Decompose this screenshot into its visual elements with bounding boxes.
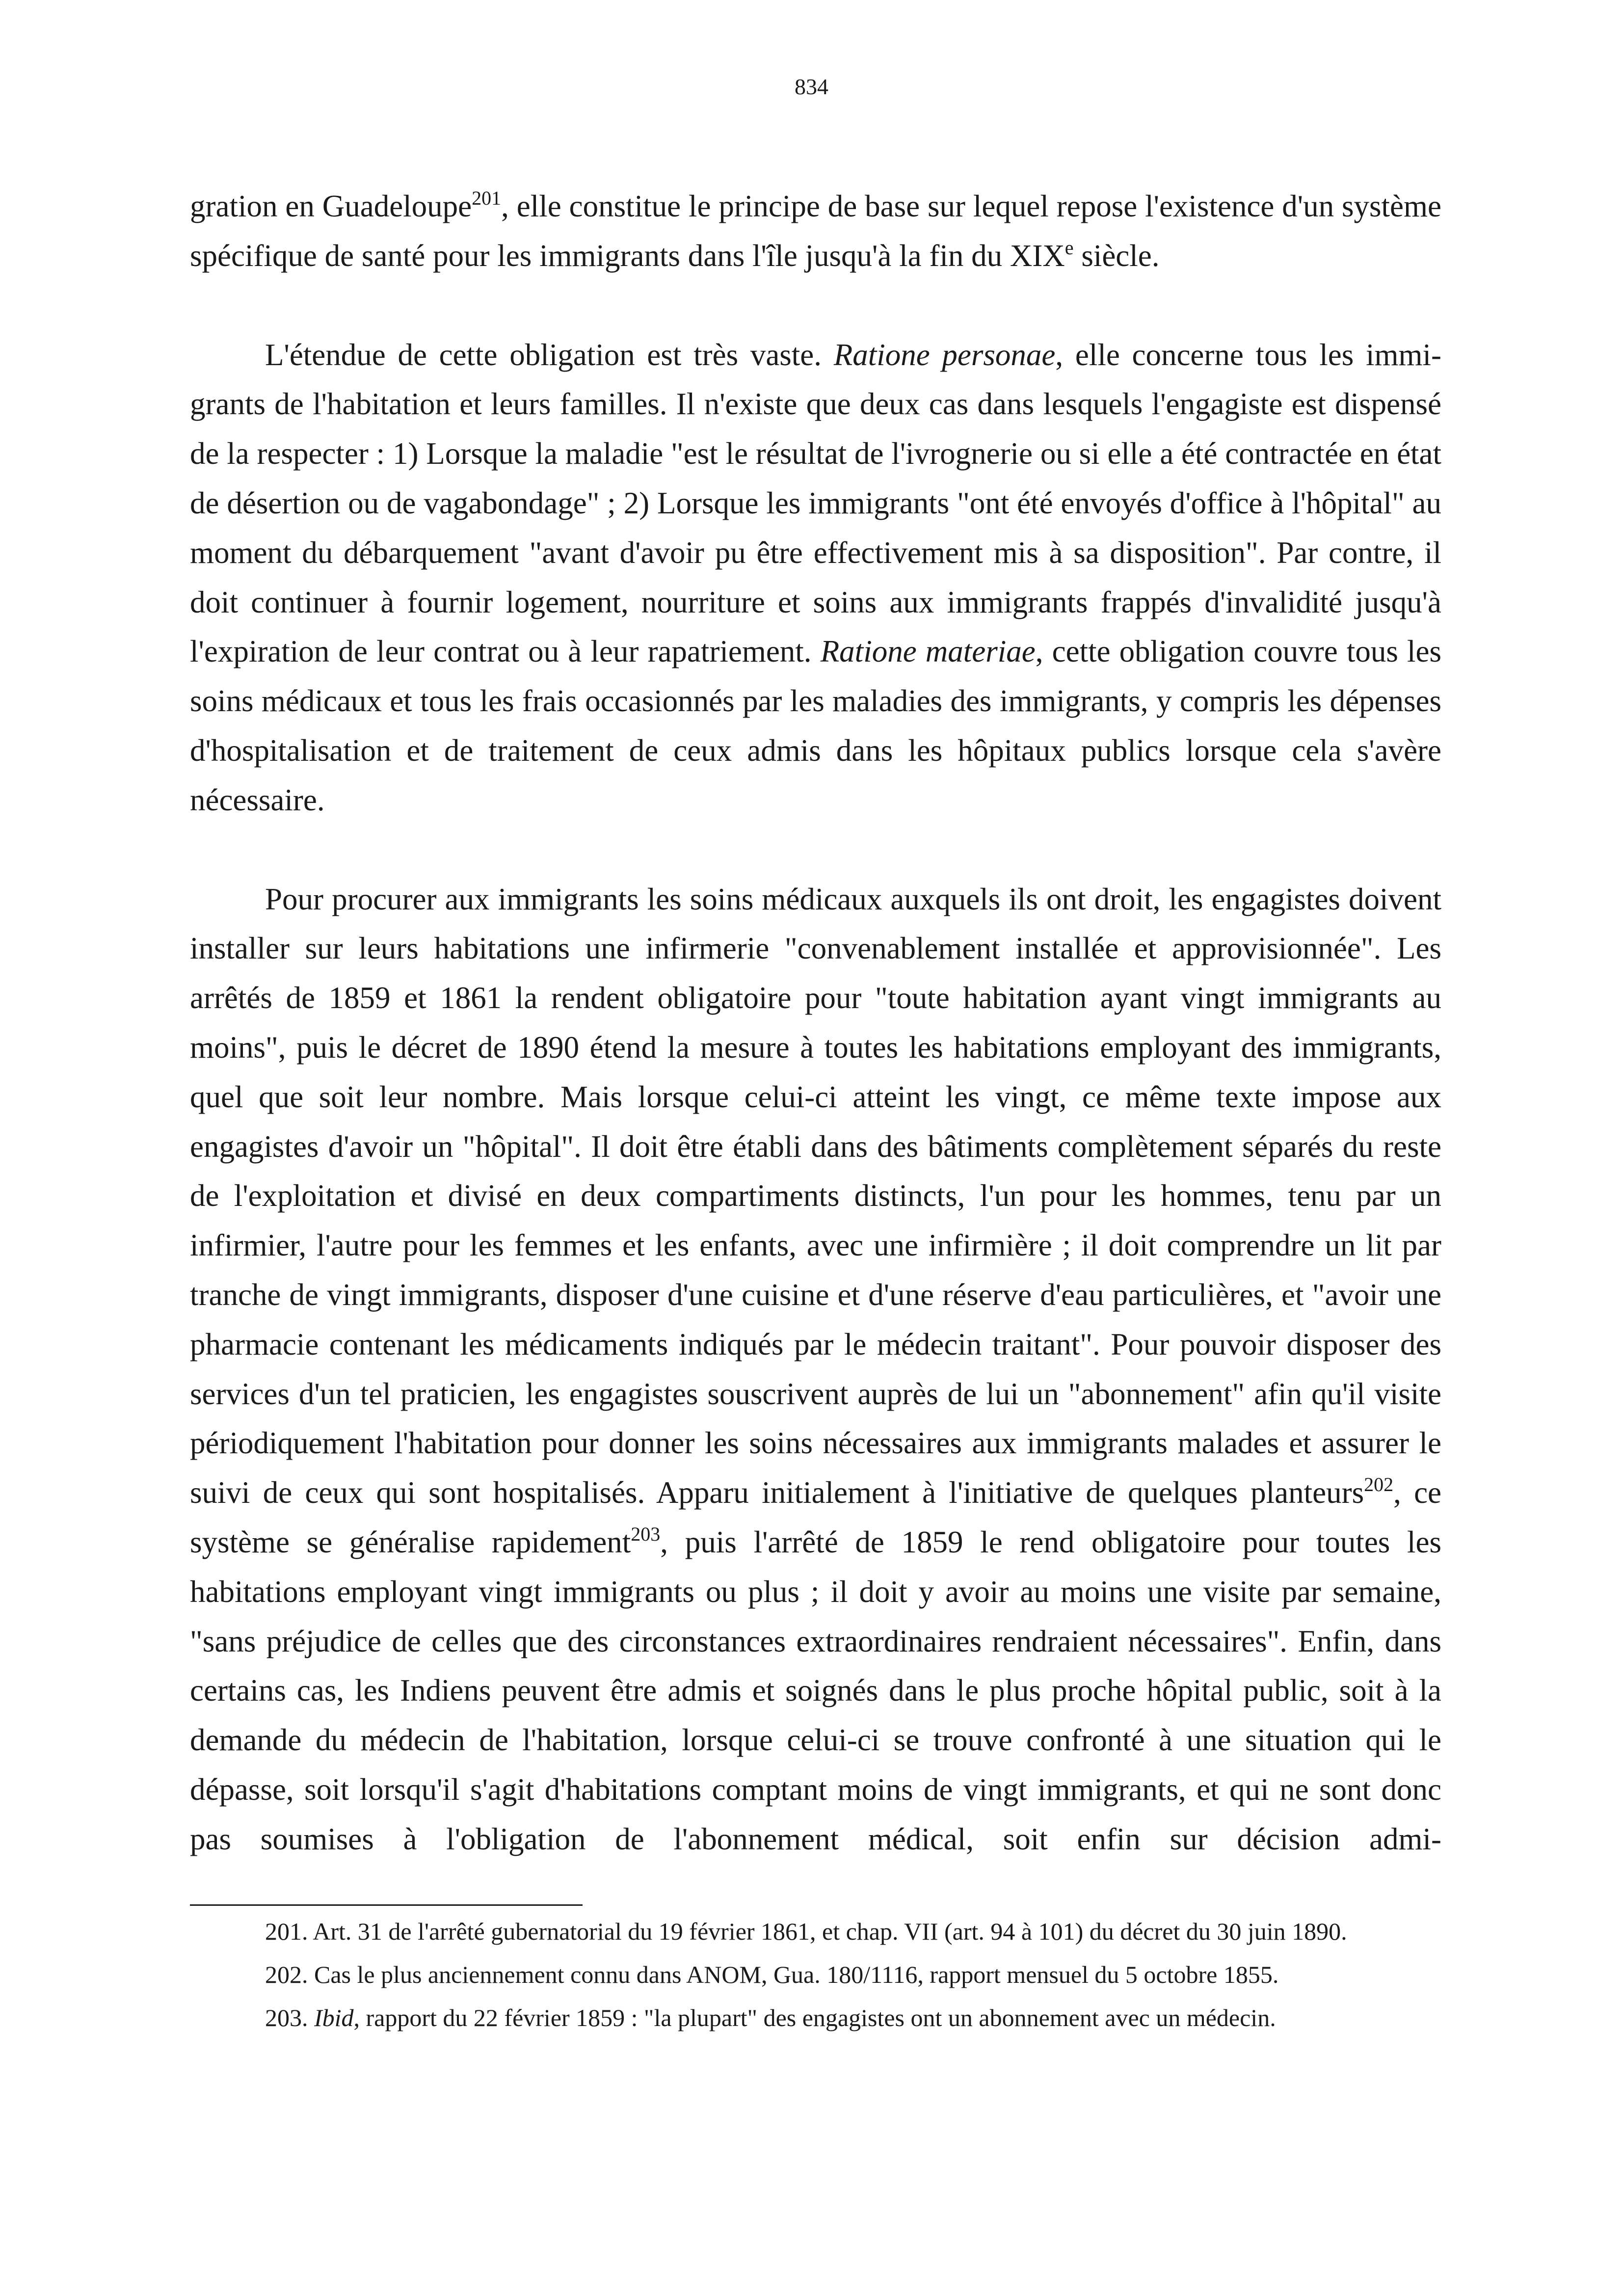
footnote-ref-202: 202 (1364, 1473, 1394, 1496)
footnote-203-number: 203. (265, 2004, 314, 2031)
paragraph-2-italic-ratione-personae: Ratione personae (833, 337, 1056, 372)
paragraph-2-text-a: L'étendue de cette obligation est très vaste. (265, 337, 834, 372)
footnote-separator (190, 1904, 583, 1906)
century-exponent: e (1064, 236, 1074, 259)
footnote-203-text: , rapport du 22 février 1859 : "la plupart" des engagistes ont un abonnement avec un médecin. (353, 2004, 1276, 2031)
footnote-201: 201. Art. 31 de l'arrêté gubernatorial du 19 février 1861, et chap. VII (art. 94 à 101) du décret du 30 juin 1890. (265, 1918, 1347, 1945)
footnote-203 (190, 2003, 1441, 2032)
paragraph-3-text-b: , ce système se généralise rapidement (190, 1475, 1441, 1559)
paragraph-1-text-b: , elle constitue le principe de base sur lequel repose l'existence d'un système spécifique de santé pour les immigrants dans l'île jusqu'à la fin du XIX (190, 189, 1441, 273)
footnotes (190, 1917, 1441, 2046)
paragraph-1-text-a: gration en Guadeloupe (190, 189, 472, 223)
footnote-202: 202. Cas le plus anciennement connu dans ANOM, Gua. 180/1116, rapport mensuel du 5 octobre 1855. (265, 1961, 1279, 1988)
page-number: 834 (795, 74, 828, 99)
body-text (190, 182, 1441, 1864)
footnote-ref-203: 203 (631, 1522, 661, 1545)
paragraph-3-text-c: , puis l'arrêté de 1859 le rend obligatoire pour toutes les habitations employant vingt immigrants ou plus ; il doit y avoir au moins une visite par semaine, "sans préjudice de celles que des circonstances extraordinaires rendraient nécessaires". Enfin, dans certains cas, les Indiens peuvent être admis et soignés dans le plus proche hôpital public, soit à la demande du médecin de l'habitation, lorsque celui-ci se trouve confronté à une situation qui le dépasse, soit lorsqu'il s'agit d'habitations comptant moins de vingt immigrants, et qui ne sont donc pas soumises à l'obligation de l'abonnement médical, soit enfin sur décision admi- (190, 1524, 1441, 1856)
paragraph-2-italic-ratione-materiae: Ratione materiae (820, 634, 1036, 669)
paragraph-3 (190, 875, 1441, 1864)
paragraph-1-text-c: siècle. (1073, 238, 1160, 273)
paragraph-1 (190, 182, 1441, 281)
footnote-203-italic-ibid: Ibid (314, 2004, 354, 2031)
paragraph-2 (190, 330, 1441, 825)
paragraph-2-text-b: , elle concerne tous les immigrants de l'habitation et leurs familles. Il n'existe que deux cas dans lesquels l'engagiste est dispensé de la respecter : 1) Lorsque la maladie "est le résultat de l'ivrognerie ou si elle a été contractée en état de désertion ou de vagabondage" ; 2) Lorsque les immigrants "ont été envoyés d'office à l'hôpital" au moment du débarquement "avant d'avoir pu être effectivement mis à sa disposition". Par contre, il doit continuer à fournir logement, nourriture et soins aux immigrants frappés d'invalidité jusqu'à l'expiration de leur contrat ou à leur rapatriement. (190, 337, 1442, 669)
footnote-ref-201: 201 (472, 187, 502, 209)
paragraph-2-text-c: , cette obligation couvre tous les soins médicaux et tous les frais occasionnés par les maladies des immigrants, y compris les dépenses d'hospitalisation et de traitement de ceux admis dans les hôpitaux publics lorsque cela s'avère nécessaire. (190, 634, 1441, 817)
paragraph-3-text-a: Pour procurer aux immigrants les soins médicaux auxquels ils ont droit, les engagistes doivent installer sur leurs habitations une infirmerie "convenablement installée et approvisionnée". Les arrêtés de 1859 et 1861 la rendent obligatoire pour "toute habitation ayant vingt immigrants au moins", puis le décret de 1890 étend la mesure à toutes les habitations employant des immigrants, quel que soit leur nombre. Mais lorsque celui-ci atteint les vingt, ce même texte impose aux engagistes d'avoir un "hôpital". Il doit être établi dans des bâtiments complètement séparés du reste de l'exploitation et divisé en deux compartiments distincts, l'un pour les hommes, tenu par un infirmier, l'autre pour les femmes et les enfants, avec une infirmière ; il doit comprendre un lit par tranche de vingt immigrants, disposer d'une cuisine et d'une réserve d'eau particulières, et "avoir une pharmacie contenant les médicaments indiqués par le médecin traitant". Pour pouvoir disposer des services d'un tel praticien, les engagistes souscrivent auprès de lui un "abonnement" afin qu'il visite périodiquement l'habitation pour donner les soins nécessaires aux immigrants malades et assurer le suivi de ceux qui sont hospitalisés. Apparu initialement à l'initiative de quelques planteurs (190, 881, 1441, 1510)
